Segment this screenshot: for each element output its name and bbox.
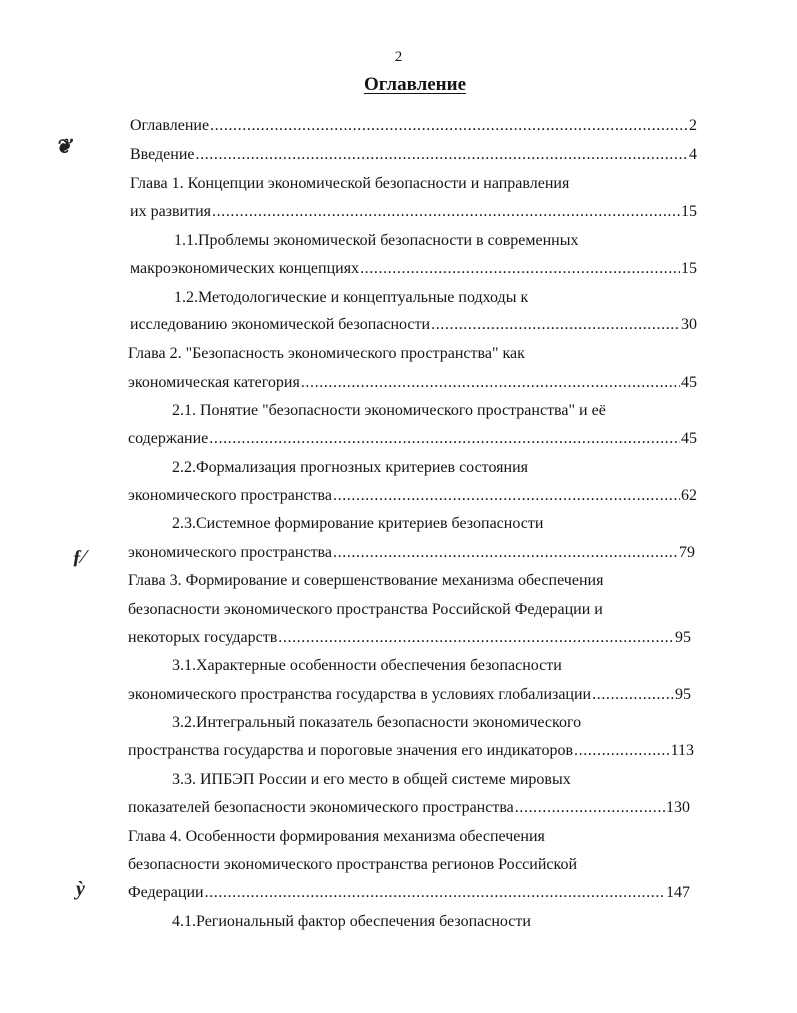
toc-entry[interactable] [130,116,697,137]
toc-entry[interactable] [130,145,697,166]
toc-entry-page: 15 [681,203,697,220]
toc-entry-page: 30 [681,316,697,333]
toc-entry-line[interactable]: 3.1.Характерные особенности обеспечения безопасности [172,657,562,674]
toc-entry-page: 45 [681,374,697,391]
toc-leader [210,116,688,136]
toc-leader [360,259,680,279]
toc-entry[interactable] [130,315,697,336]
toc-leader [301,373,680,393]
toc-entry-text: их развития [130,203,212,220]
toc-entry-text: Оглавление [130,117,210,134]
toc-entry-line[interactable]: 2.3.Системное формирование критериев безопасности [172,515,544,532]
toc-entry-page: 95 [675,629,691,646]
toc-entry-text: содержание [128,430,209,447]
toc-entry-line[interactable]: 3.3. ИПБЭП России и его место в общей системе мировых [172,771,571,788]
toc-entry-line[interactable]: 1.1.Проблемы экономической безопасности в современных [174,232,579,249]
toc-entry-page: 79 [679,544,695,561]
toc-entry[interactable] [128,685,691,706]
toc-entry-page: 45 [681,430,697,447]
toc-entry-text: экономическая категория [128,374,300,391]
toc-entry-page: 147 [666,884,690,901]
page-number: 2 [394,49,403,65]
toc-entry-text: экономического пространства [128,544,332,561]
toc-entry[interactable] [130,202,697,223]
toc-leader [592,685,674,705]
toc-leader [574,741,670,761]
toc-entry-text: макроэкономических концепциях [130,260,360,277]
toc-entry-line[interactable]: 2.2.Формализация прогнозных критериев состояния [172,459,528,476]
toc-leader [209,429,680,449]
toc-entry-line[interactable]: Глава 3. Формирование и совершенствование механизма обеспечения [128,572,604,589]
toc-entry-text: некоторых государств [128,629,278,646]
toc-entry[interactable] [128,798,690,819]
toc-entry-text: экономического пространства [128,487,332,504]
toc-leader [205,883,665,903]
toc-entry-text: показателей безопасности экономического пространства [128,799,514,816]
toc-entry-line[interactable]: Глава 2. "Безопасность экономического пространства" как [128,345,525,362]
toc-entry[interactable] [128,486,697,507]
toc-entry-page: 15 [681,260,697,277]
toc-entry-page: 62 [681,487,697,504]
toc-entry-line[interactable]: Глава 1. Концепции экономической безопасности и направления [130,175,570,192]
toc-entry[interactable] [128,429,697,450]
toc-leader [212,202,680,222]
toc-title: Оглавление [363,74,467,95]
margin-mark-3: ỳ [76,878,85,900]
toc-entry-page: 4 [689,146,697,163]
margin-mark-1: ❦ [55,136,72,158]
toc-entry[interactable] [128,373,697,394]
toc-entry-text: пространства государства и пороговые значения его индикаторов [128,742,573,759]
toc-entry[interactable] [130,259,697,280]
toc-entry-text: экономического пространства государства в условиях глобализации [128,686,592,703]
toc-entry-line[interactable]: 2.1. Понятие "безопасности экономического пространства" и её [172,402,606,419]
margin-mark-2: ƒ⁄ [72,546,86,568]
toc-entry[interactable] [128,543,695,564]
toc-entry-line[interactable]: 4.1.Региональный фактор обеспечения безопасности [172,913,531,930]
toc-entry[interactable] [128,741,694,762]
toc-entry-text: исследованию экономической безопасности [130,316,431,333]
toc-entry-line[interactable]: безопасности экономического пространства регионов Российской [128,856,578,873]
toc-entry-page: 113 [670,742,694,759]
toc-entry-line[interactable]: 3.2.Интегральный показатель безопасности экономического [172,714,582,731]
toc-entry-line[interactable]: Глава 4. Особенности формирования механизма обеспечения [128,828,545,845]
toc-leader [196,145,689,165]
toc-leader [333,486,680,506]
toc-leader [278,628,674,648]
toc-entry[interactable] [128,883,690,904]
toc-entry-page: 95 [675,686,691,703]
toc-entry-page: 2 [689,117,697,134]
toc-entry-line[interactable]: безопасности экономического пространства Российской Федерации и [128,601,603,618]
toc-entry-line[interactable]: 1.2.Методологические и концептуальные подходы к [174,289,529,306]
toc-entry-text: Федерации [128,884,204,901]
toc-leader [333,543,678,563]
toc-entry-text: Введение [130,146,195,163]
toc-leader [515,798,665,818]
toc-entry[interactable] [128,628,691,649]
toc-leader [431,315,680,335]
toc-entry-page: 130 [666,799,690,816]
